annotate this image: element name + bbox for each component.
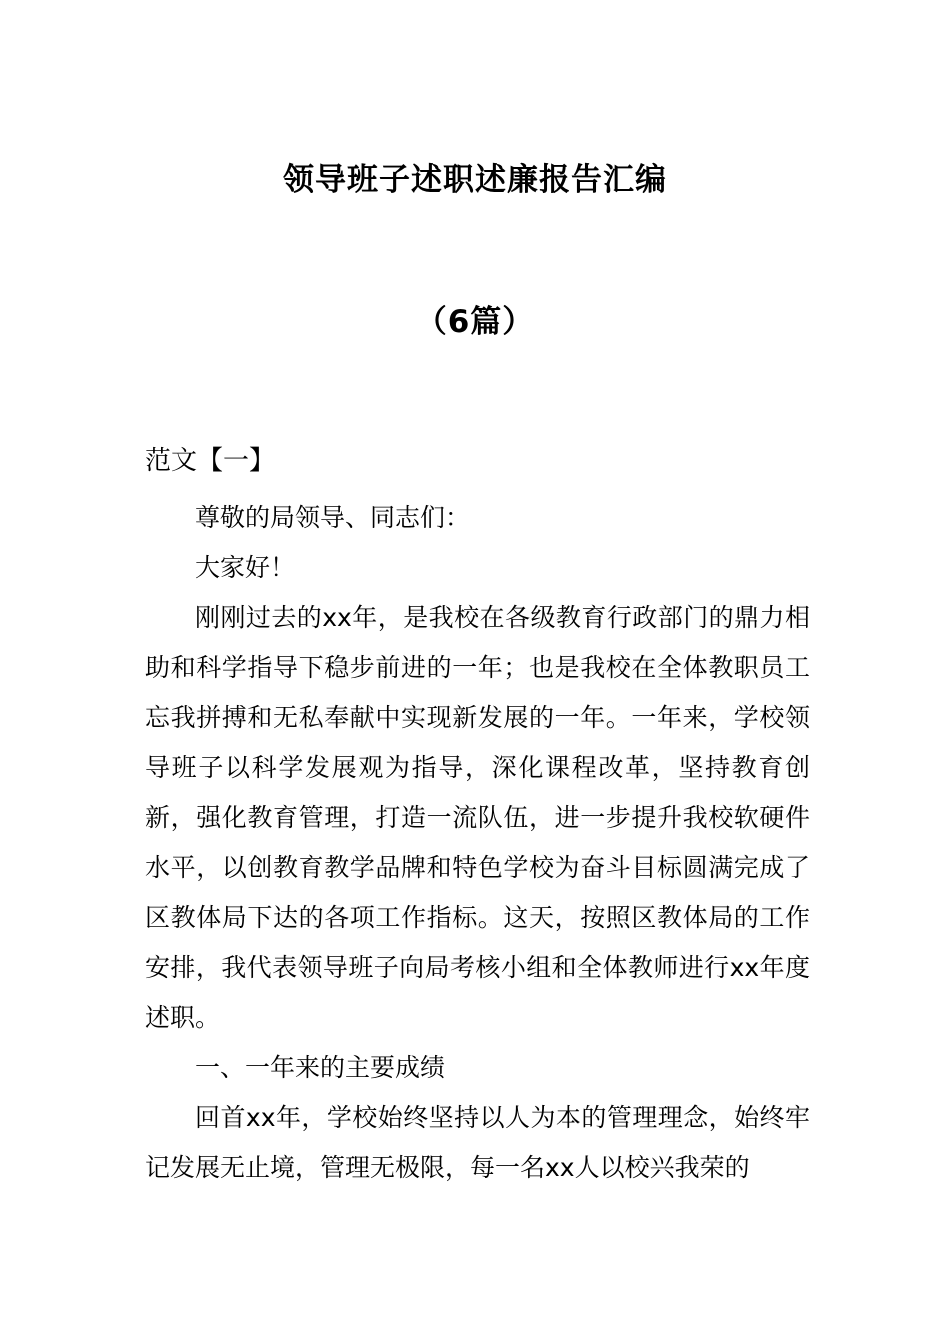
intro-paragraph: 刚刚过去的xx年，是我校在各级教育行政部门的鼎力相助和科学指导下稳步前进的一年；也是我校在全体教职员工忘我拼搏和无私奉献中实现新发展的一年。一年来，学校领导班子以科学发展观为指导，深化课程改革，坚持教育创新，强化教育管理，打造一流队伍，进一步提升我校软硬件水平，以创教育教学品牌和特色学校为奋斗目标圆满完成了区教体局下达的各项工作指标。这天，按照区教体局的工作安排，我代表领导班子向局考核小组和全体教师进行xx年度述职。 (145, 603, 810, 1032)
document-subtitle: （6篇） (415, 304, 535, 340)
body-paragraph: 回首xx年，学校始终坚持以人为本的管理理念，始终牢记发展无止境，管理无极限，每一名xx人以校兴我荣的 (145, 1103, 810, 1182)
salutation-paragraph: 尊敬的局领导、同志们： (195, 503, 471, 532)
document-body (145, 493, 810, 1193)
document-title: 领导班子述职述廉报告汇编 (283, 162, 667, 198)
section-heading: 一、一年来的主要成绩 (195, 1053, 446, 1082)
section-label: 范文【一】 (145, 446, 276, 476)
greeting-paragraph: 大家好！ (195, 553, 296, 582)
